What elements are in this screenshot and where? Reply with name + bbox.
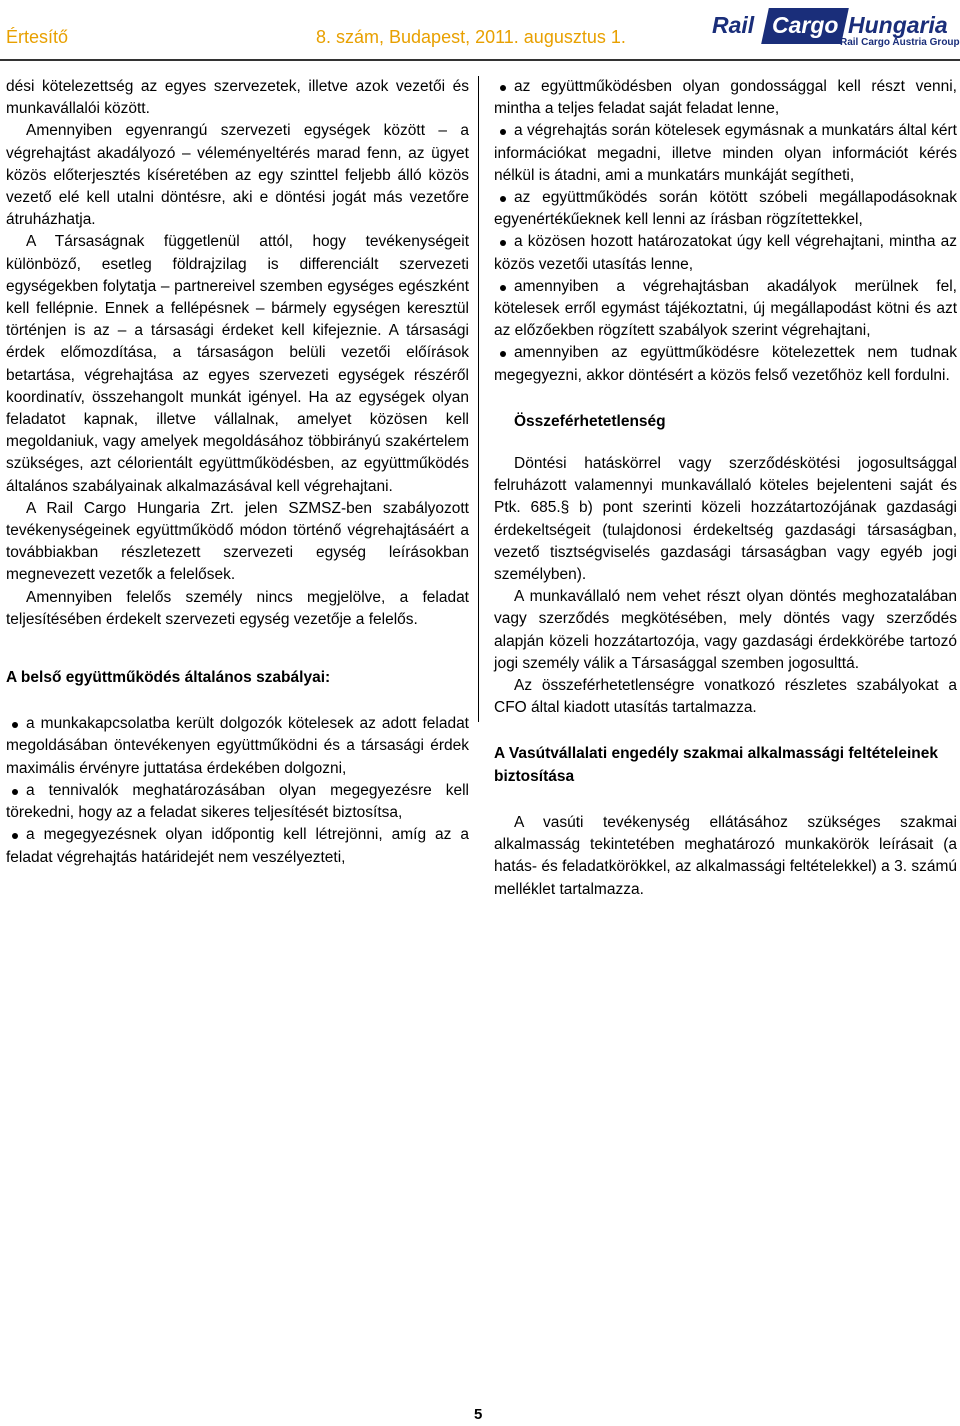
company-logo	[712, 6, 960, 50]
list-item-text: a megegyezésnek olyan időpontig kell létrejönni, amíg az a feladat végrehajtás határidejét nem veszélyezteti,	[6, 826, 469, 866]
page-header	[0, 0, 960, 56]
list-item	[494, 187, 957, 231]
list-item	[494, 342, 957, 386]
bullet-icon	[12, 833, 18, 839]
logo-cargo-text: Cargo	[772, 12, 839, 38]
bullet-icon	[500, 129, 506, 135]
list-item	[6, 713, 469, 780]
logo-hungaria-text: Hungaria	[848, 12, 948, 38]
left-column	[6, 76, 469, 869]
section-heading: A belső együttműködés általános szabályai:	[6, 669, 331, 687]
logo-group-text: Rail Cargo Austria Group	[840, 37, 960, 48]
paragraph: A vasúti tevékenység ellátásához szükséges szakmai alkalmasság tekintetében meghatározó munkakörök leírásait (a hatás- és feladatkörökkel, az alkalmassági feltételekkel) a 3. számú melléklet tartalmazza.	[494, 813, 957, 898]
list-item	[494, 120, 957, 187]
column-divider	[478, 76, 479, 722]
list-item	[6, 780, 469, 824]
bullet-icon	[500, 85, 506, 91]
paragraph: Döntési hatáskörrel vagy szerződéskötési jogosultsággal felruházott valamennyi munkavállaló köteles bejelenteni saját és Ptk. 685.§ b) pont szerinti közeli hozzátartozójának gazdasági érdekeltségeit (tulajdonosi érdekeltség gazdasági társaságban, vezető tisztségviselés gazdasági társaságban vagy egyéb jogi személyben).	[494, 455, 957, 584]
section-heading: Összeférhetetlenség	[514, 412, 666, 430]
list-item-text: amennyiben az együttműködésre kötelezettek nem tudnak megegyezni, akkor döntésért a közös felső vezetőhöz kell fordulni.	[494, 344, 957, 384]
header-rule	[0, 59, 960, 61]
list-item-text: a munkakapcsolatba került dolgozók kötelesek az adott feladat megoldásában öntevékenyen együttműködni és a társasági érdek maximális érvényre juttatása érdekében dolgozni,	[6, 715, 469, 777]
paragraph: Amennyiben felelős személy nincs megjelölve, a feladat teljesítésében érdekelt szervezeti egység vezetője a felelős.	[6, 588, 469, 628]
paragraph: A munkavállaló nem vehet részt olyan döntés meghozatalában vagy szerződés megkötésében, mely döntés vagy szerződés alapján közeli hozzátartozója, vagy gazdasági érdekkörébe tartozó jogi személy válik a Társasággal szemben jogosulttá.	[494, 588, 957, 672]
list-item-text: az együttműködésben olyan gondossággal kell részt venni, mintha a teljes feladat saját feladat lenne,	[494, 78, 957, 118]
list-item-text: a végrehajtás során kötelesek egymásnak a munkatárs által kért információkat megadni, illetve minden olyan információt kérés nélkül is átadni, ami a munkatárs munkáját segítheti,	[494, 122, 957, 184]
right-column	[494, 76, 957, 901]
section-heading: A Vasútvállalati engedély szakmai alkalmassági feltételeinek biztosítása	[494, 745, 938, 785]
paragraph: dési kötelezettség az egyes szervezetek, illetve azok vezetői és munkavállalói között.	[6, 78, 469, 118]
bullet-icon	[500, 240, 506, 246]
list-item	[494, 276, 957, 343]
paragraph: Az összeférhetetlenségre vonatkozó részletes szabályokat a CFO által kiadott utasítás tartalmazza.	[494, 677, 957, 717]
logo-rail-text: Rail	[712, 12, 755, 38]
paragraph: A Társaságnak függetlenül attól, hogy tevékenységeit különböző, esetleg földrajzilag is differenciált szervezeti egységekben folytatja – partnereivel szemben egységes egészként kell fellépnie. Ennek a fellépésnek – bármely egységen keresztül történjen is az – a társasági érdeket kell kifejeznie. A társasági érdek előmozdítása, a társaságon belüli vezetői előírások betartása, végrehajtása az egyes szervezeti egységek részéről koordinatív, összehangolt munkát igényel. Ha az egységek olyan feladatot kapnak, illetve vállalnak, amelyet közösen kell megoldaniuk, vagy amelyek megoldásához többirányú szakértelem szükséges, azt célorientált együttműködésben, az együttműködés általános szabályainak alkalmazásával kell végrehajtani.	[6, 233, 469, 495]
issue-info: 8. szám, Budapest, 2011. augusztus 1.	[316, 27, 626, 47]
bullet-icon	[12, 722, 18, 728]
paragraph: Amennyiben egyenrangú szervezeti egységek között – a végrehajtást akadályozó – véleményeltérés marad fenn, az ügyet közös előterjesztés kíséretében az egy szinttel feljebb álló közös vezető elé kell utalni döntésre, aki e döntési jogát más vezetőre átruházhatja.	[6, 122, 469, 229]
bullet-icon	[12, 789, 18, 795]
list-item	[6, 824, 469, 868]
paragraph: A Rail Cargo Hungaria Zrt. jelen SZMSZ-ben szabályozott tevékenységeinek együttműködő módon történő végrehajtásáért a továbbiakban részletezett szervezeti egység leírásokban megnevezett vezetők a felelősek.	[6, 499, 469, 584]
list-item-text: a közösen hozott határozatokat úgy kell végrehajtani, mintha az közös vezetői utasítás lenne,	[494, 233, 957, 273]
list-item	[494, 76, 957, 120]
list-item-text: amennyiben a végrehajtásban akadályok merülnek fel, kötelesek erről egymást tájékoztatni, új megállapodást kötni és azt az előzőekben rögzített szabályok szerint végrehajtani,	[494, 277, 957, 340]
list-item	[494, 231, 957, 275]
bullet-icon	[500, 285, 506, 291]
bullet-icon	[500, 196, 506, 202]
bullet-icon	[500, 351, 506, 357]
page-number: 5	[474, 1406, 483, 1423]
publication-title: Értesítő	[6, 27, 69, 47]
list-item-text: az együttműködés során kötött szóbeli megállapodásoknak egyenértékűeknek kell lenni az írásban rögzítettekkel,	[494, 189, 957, 229]
list-item-text: a tennivalók meghatározásában olyan megegyezésre kell törekedni, hogy az a feladat sikeres teljesítését biztosítsa,	[6, 781, 469, 822]
